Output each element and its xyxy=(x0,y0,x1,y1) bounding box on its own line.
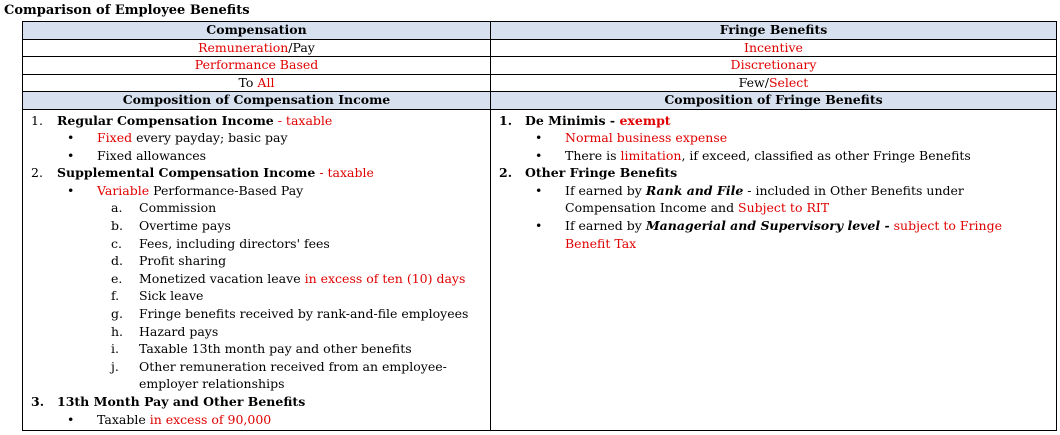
column-header-fringe-benefits: Fringe Benefits xyxy=(491,22,1057,40)
fringe-basis-cell: Discretionary xyxy=(491,57,1057,75)
item-tag: exempt xyxy=(619,112,671,128)
managerial-level-text: Managerial and Supervisory level - xyxy=(645,218,890,234)
bullet-icon: • xyxy=(67,411,75,427)
item-letter: i. xyxy=(111,341,119,357)
list-item xyxy=(31,147,486,165)
bullet-text: Normal business expense xyxy=(565,130,728,146)
compensation-basis-cell: Performance Based xyxy=(23,57,491,75)
subitem-text: Profit sharing xyxy=(139,253,227,269)
item-letter: d. xyxy=(111,253,123,269)
bullet-text: If earned by xyxy=(565,182,646,198)
bullet-icon: • xyxy=(535,218,543,234)
item-tag: - taxable xyxy=(315,165,374,181)
subitem-text: Hazard pays xyxy=(139,323,219,339)
variable-text: Variable xyxy=(97,182,150,198)
list-item xyxy=(31,164,486,182)
list-item xyxy=(499,217,1052,252)
to-text: To xyxy=(238,74,258,90)
list-item xyxy=(31,393,486,411)
bullet-icon: • xyxy=(67,182,75,198)
list-item xyxy=(31,217,486,235)
fringe-composition-cell xyxy=(491,109,1057,431)
item-number: 2. xyxy=(499,165,513,181)
item-number: 1. xyxy=(499,112,513,128)
subitem-text: Fringe benefits received by rank-and-file employees xyxy=(139,306,469,322)
list-item xyxy=(499,164,1052,182)
bullet-text: - included in Other Benefits under Compensation Income and xyxy=(565,182,964,216)
list-item xyxy=(499,182,1052,217)
limitation-text: limitation xyxy=(620,147,682,163)
few-text: Few/ xyxy=(738,74,769,90)
section-header-compensation: Composition of Compensation Income xyxy=(23,92,491,110)
subitem-text: Commission xyxy=(139,200,217,216)
compensation-composition-cell xyxy=(23,109,491,431)
bullet-text: Fixed allowances xyxy=(97,147,207,163)
document-title: Comparison of Employee Benefits xyxy=(4,3,250,18)
list-item xyxy=(31,287,486,305)
item-number: 1. xyxy=(31,112,43,128)
bullet-text: Taxable xyxy=(97,411,150,427)
table-row xyxy=(23,39,1057,57)
item-letter: f. xyxy=(111,288,120,304)
item-tag: - taxable xyxy=(273,112,333,128)
item-title: Other Fringe Benefits xyxy=(525,165,678,181)
list-item xyxy=(499,112,1052,130)
subitem-text: Overtime pays xyxy=(139,218,231,234)
table-row xyxy=(23,57,1057,75)
bullet-icon: • xyxy=(535,182,543,198)
list-item xyxy=(31,112,486,130)
list-item xyxy=(31,305,486,323)
subitem-text: Taxable 13th month pay and other benefits xyxy=(139,341,412,357)
bullet-text: every payday; basic pay xyxy=(132,130,288,146)
pay-text: /Pay xyxy=(288,39,315,55)
item-letter: j. xyxy=(111,358,119,374)
rank-and-file-text: Rank and File xyxy=(645,182,744,198)
list-item xyxy=(31,199,486,217)
bullet-icon: • xyxy=(67,130,75,146)
select-text: Select xyxy=(768,74,809,90)
item-letter: a. xyxy=(111,200,123,216)
fringe-coverage-cell xyxy=(491,74,1057,92)
item-number: 2. xyxy=(31,165,43,181)
item-letter: e. xyxy=(111,270,123,286)
list-item xyxy=(31,235,486,253)
list-item xyxy=(31,340,486,358)
item-title: Regular Compensation Income xyxy=(57,112,274,128)
item-letter: g. xyxy=(111,306,123,322)
benefits-comparison-table xyxy=(22,21,1057,431)
section-header-row xyxy=(23,92,1057,110)
item-number: 3. xyxy=(31,394,45,409)
remuneration-text: Remuneration xyxy=(198,39,289,55)
list-item xyxy=(31,129,486,147)
bullet-text: Performance-Based Pay xyxy=(149,182,304,198)
list-item xyxy=(499,147,1052,165)
bullet-icon: • xyxy=(67,147,75,163)
item-title: 13th Month Pay and Other Benefits xyxy=(57,394,306,409)
list-item xyxy=(499,129,1052,147)
subitem-text: Sick leave xyxy=(139,288,204,304)
list-item xyxy=(31,182,486,200)
list-item xyxy=(31,252,486,270)
list-item xyxy=(31,323,486,341)
bullet-icon: • xyxy=(535,130,543,146)
subitem-text: Other remuneration received from an employee-employer relationships xyxy=(139,358,447,392)
column-header-compensation: Compensation xyxy=(23,22,491,40)
fringe-benefit-tax-text: subject to Fringe Benefit Tax xyxy=(565,218,1002,251)
excess-text: in excess of ten (10) days xyxy=(304,270,466,286)
compensation-nature-cell xyxy=(23,39,491,57)
item-title: De Minimis - xyxy=(525,112,620,128)
list-item xyxy=(31,358,486,393)
subject-to-rit-text: Subject to RIT xyxy=(738,200,830,216)
composition-row xyxy=(23,109,1057,431)
bullet-icon: • xyxy=(535,147,543,163)
item-title: Supplemental Compensation Income xyxy=(57,165,316,181)
item-letter: c. xyxy=(111,235,122,251)
bullet-text: There is xyxy=(565,147,621,163)
item-letter: b. xyxy=(111,218,123,234)
column-header-row xyxy=(23,22,1057,40)
list-item xyxy=(31,411,486,429)
fringe-nature-cell: Incentive xyxy=(491,39,1057,57)
all-text: All xyxy=(257,74,275,90)
compensation-coverage-cell xyxy=(23,74,491,92)
bullet-text: If earned by xyxy=(565,218,646,234)
item-letter: h. xyxy=(111,323,124,339)
fixed-text: Fixed xyxy=(97,130,133,146)
table-row xyxy=(23,74,1057,92)
subitem-text: Monetized vacation leave xyxy=(139,270,305,286)
subitem-text: Fees, including directors' fees xyxy=(139,235,330,251)
list-item xyxy=(31,270,486,288)
excess-text: in excess of 90,000 xyxy=(149,411,272,427)
section-header-fringe: Composition of Fringe Benefits xyxy=(491,92,1057,110)
bullet-text: , if exceed, classified as other Fringe Benefits xyxy=(681,147,971,163)
